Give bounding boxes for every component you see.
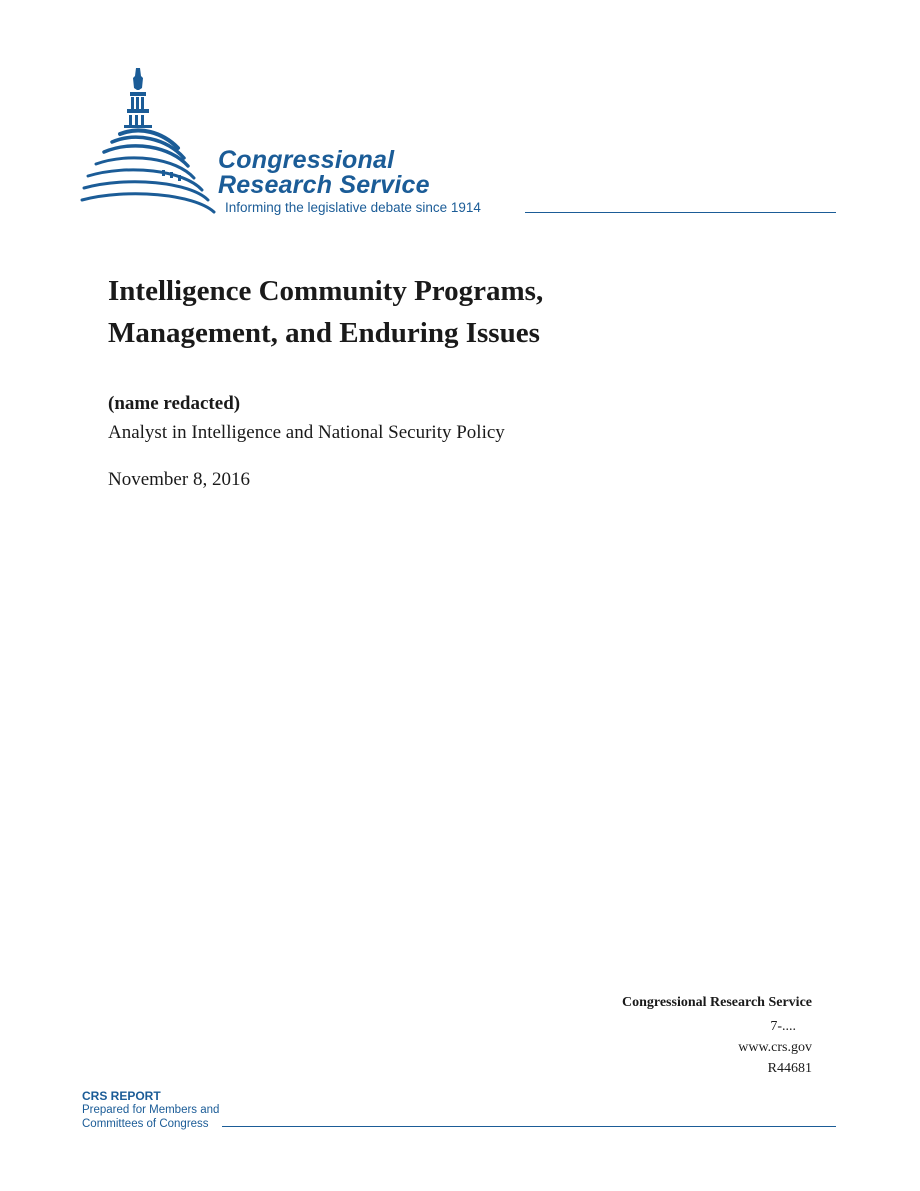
- meta-website: www.crs.gov: [738, 1040, 812, 1055]
- report-title: [108, 270, 808, 354]
- report-title-line2: Management, and Enduring Issues: [108, 317, 540, 349]
- footer-line2: Committees of Congress: [82, 1118, 209, 1130]
- author-role: Analyst in Intelligence and National Security Policy: [108, 422, 505, 443]
- footer-divider: [222, 1126, 836, 1127]
- logo-wordmark-line2: Research Service: [218, 171, 430, 199]
- meta-organization: Congressional Research Service: [621, 995, 812, 1010]
- footer-line1: Prepared for Members and: [82, 1104, 220, 1116]
- capitol-dome-logo: [80, 66, 220, 218]
- footer-label: CRS REPORT: [82, 1089, 161, 1103]
- header-divider: [525, 212, 836, 213]
- logo-tagline: Informing the legislative debate since 1914: [225, 200, 481, 215]
- meta-code: 7-....: [770, 1019, 796, 1034]
- report-title-line1: Intelligence Community Programs,: [108, 275, 544, 307]
- logo-wordmark-line1: Congressional: [218, 146, 395, 174]
- meta-report-number: R44681: [767, 1061, 812, 1076]
- report-date: November 8, 2016: [108, 469, 250, 490]
- author-name: (name redacted): [108, 393, 241, 414]
- report-meta: [622, 992, 812, 1079]
